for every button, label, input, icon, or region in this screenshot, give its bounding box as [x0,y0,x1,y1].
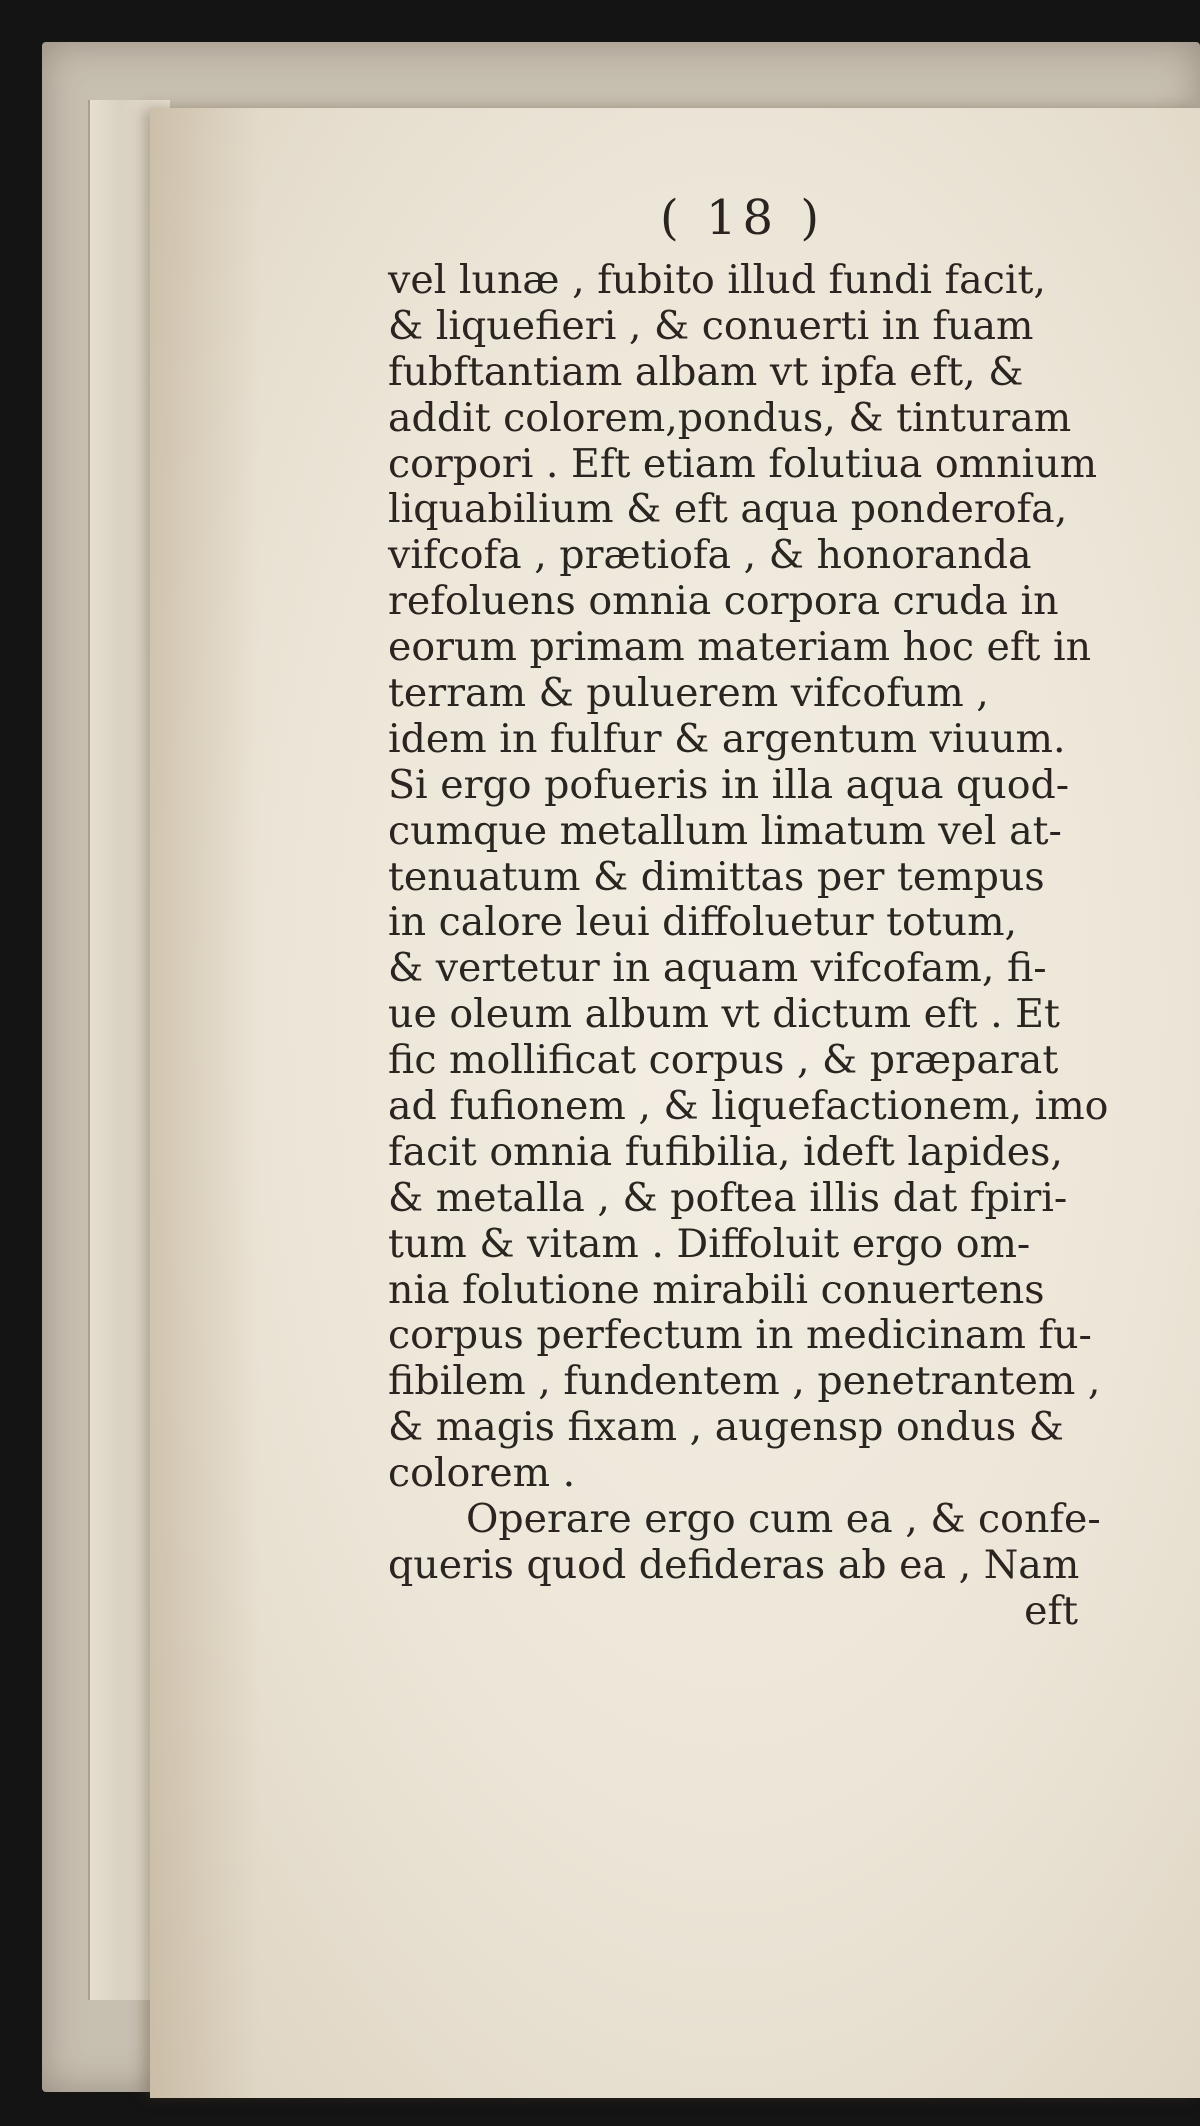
text-line: & vertetur in aquam vifcofam, fi- [388,945,1047,992]
text-line: fubftantiam albam vt ipfa eft, & [388,348,1024,395]
page-stain [150,108,260,2098]
text-line: tum & vitam . Diffoluit ergo om- [388,1220,1031,1267]
text-line: fibilem , fundentem , penetrantem , [388,1358,1101,1405]
text-line: corpori . Eft etiam folutiua omnium [388,440,1098,487]
text-line: vel lunæ , fubito illud fundi facit, [388,257,1046,303]
text-line: ue oleum album vt dictum eft . Et [388,991,1060,1038]
text-line: vifcofa , prætiofa , & honoranda [388,532,1032,579]
text-line: corpus perfectum in medicinam fu- [388,1312,1092,1359]
page-text [388,258,1148,1635]
text-line: Operare ergo cum ea , & confe- [466,1496,1101,1543]
text-line: Si ergo pofueris in illa aqua quod- [388,761,1070,808]
text-line: cumque metallum limatum vel at- [388,807,1062,854]
text-line: eorum primam materiam hoc eft in [388,624,1092,671]
catchword: eft [1024,1587,1078,1634]
text-line: queris quod defideras ab ea , Nam [388,1541,1080,1588]
text-line: idem in fulfur & argentum viuum. [388,715,1066,762]
text-line: fic mollificat corpus , & præparat [388,1037,1059,1084]
text-line: ad fufionem , & liquefactionem, imo [388,1083,1109,1130]
text-line: refoluens omnia corpora cruda in [388,578,1059,625]
text-line: liquabilium & eft aqua ponderofa, [388,486,1068,533]
page-number: ( 18 ) [660,190,826,246]
text-line: & metalla , & poftea illis dat fpiri- [388,1174,1068,1221]
text-line: & magis fixam , augensp ondus & [388,1404,1064,1451]
text-line: terram & puluerem vifcofum , [388,670,989,717]
text-line: tenuatum & dimittas per tempus [388,853,1045,900]
text-line: facit omnia fufibilia, ideft lapides, [388,1128,1063,1175]
text-line: & liquefieri , & conuerti in fuam [388,302,1034,349]
text-line: addit colorem,pondus, & tinturam [388,394,1072,441]
text-line: colorem . [388,1450,576,1497]
text-line: nia folutione mirabili conuertens [388,1266,1045,1313]
text-line: in calore leui diffoluetur totum, [388,899,1018,946]
